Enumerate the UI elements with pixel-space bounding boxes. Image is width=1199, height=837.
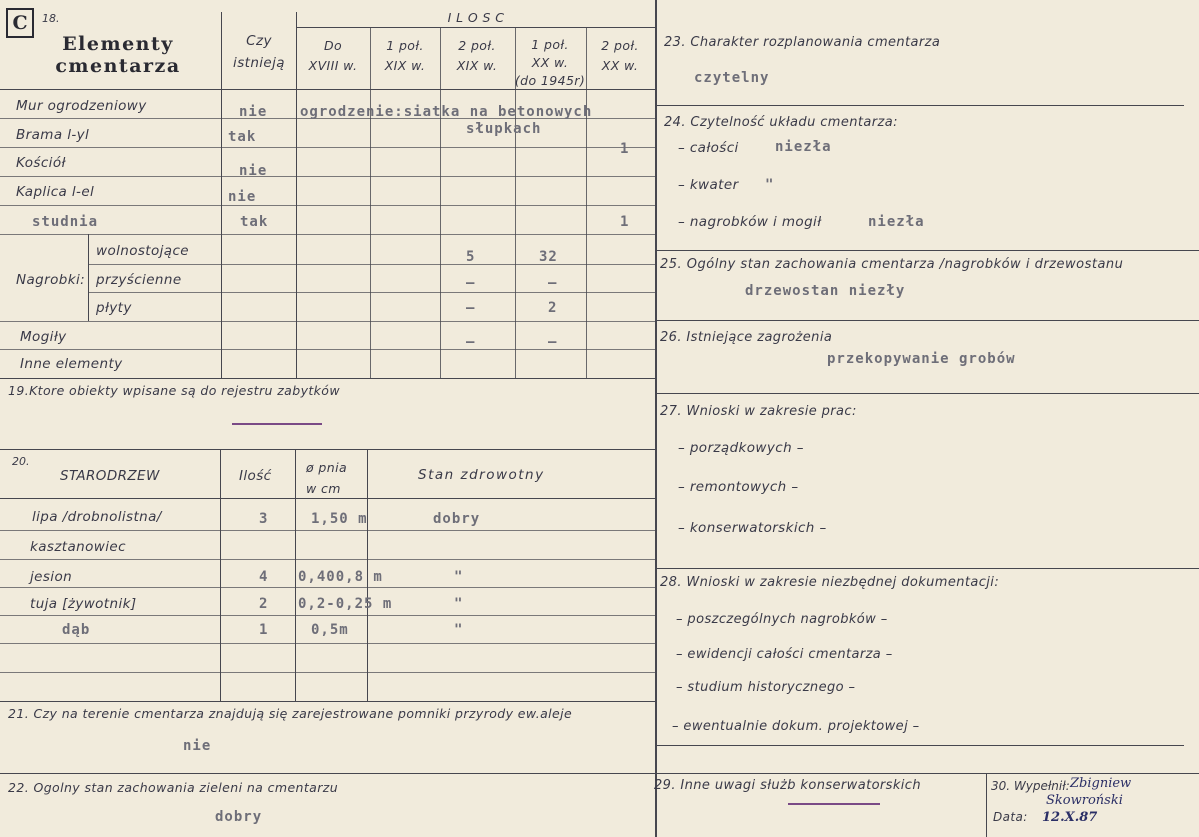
row-value: tak xyxy=(240,214,269,230)
section-23-label: 23. Charakter rozplanowania cmentarza xyxy=(664,35,941,50)
row-value: nie xyxy=(239,163,268,179)
header-line: Czy xyxy=(246,33,272,49)
section-22-value: dobry xyxy=(215,809,263,825)
row-note: ogrodzenie:siatka na betonowych xyxy=(300,104,593,120)
dash-mark xyxy=(788,803,880,805)
col-header xyxy=(385,36,426,76)
rule xyxy=(656,745,1184,746)
col-header xyxy=(457,36,498,76)
ilosc-header: Ilość xyxy=(239,468,272,484)
section-24-item: – kwater xyxy=(678,177,739,193)
date-label: Data: xyxy=(993,810,1028,824)
rule xyxy=(656,250,1199,251)
rule xyxy=(296,12,297,378)
rule xyxy=(0,449,655,450)
row-count: 1 xyxy=(620,214,630,230)
header-line: XX w. xyxy=(531,55,569,70)
rule xyxy=(440,27,441,378)
tree-diam: 0,5m xyxy=(311,622,349,638)
header-ilosc: I L O S C xyxy=(447,10,505,25)
stan-header: Stan zdrowotny xyxy=(418,467,545,483)
row-label-nagrobki: Nagrobki: xyxy=(16,272,86,288)
section-28-item: – poszczególnych nagrobków – xyxy=(676,612,888,627)
rule xyxy=(221,12,222,378)
section-23-value: czytelny xyxy=(694,70,770,86)
rule xyxy=(0,773,1199,774)
tree-qty: 1 xyxy=(259,622,269,638)
tree-name-text: lipa /drobnolistna/ xyxy=(32,509,162,525)
section-28-item: – ewidencji całości cmentarza – xyxy=(676,647,893,662)
rule xyxy=(0,234,655,235)
header-line: (do 1945r) xyxy=(514,73,586,88)
rule xyxy=(88,264,655,265)
rule xyxy=(656,105,1184,106)
tree-state: " xyxy=(454,569,464,585)
rule xyxy=(0,643,655,644)
count-cell: 32 xyxy=(539,249,558,265)
rule xyxy=(0,701,655,702)
section-24-item: – całości xyxy=(678,140,739,156)
section-30-label: 30. Wypełnił: xyxy=(991,779,1070,793)
count-cell: – xyxy=(466,275,476,291)
header-line: XIX w. xyxy=(384,58,426,73)
header-line: XVIII w. xyxy=(308,58,358,73)
header-line: Do xyxy=(323,38,343,53)
row-count: 1 xyxy=(620,141,630,157)
tree-name: jesion xyxy=(30,569,73,585)
count-cell: 2 xyxy=(548,300,558,316)
col-header xyxy=(515,36,585,90)
section-24-label: 24. Czytelność układu cmentarza: xyxy=(664,115,898,130)
section-26-value: przekopywanie grobów xyxy=(827,351,1016,367)
tree-qty: 4 xyxy=(259,569,269,585)
header-czy-istnieja xyxy=(233,30,285,74)
section-27-item: – porządkowych – xyxy=(678,440,804,456)
tree-name: kasztanowiec xyxy=(30,539,126,555)
section-22-label: 22. Ogolny stan zachowania zieleni na cmentarzu xyxy=(8,780,339,795)
section-25-label: 25. Ogólny stan zachowania cmentarza /nagrobków i drzewostanu xyxy=(660,257,1124,272)
section-25-value: drzewostan niezły xyxy=(745,283,906,299)
title-line: Elementy xyxy=(62,33,174,55)
rule xyxy=(986,773,987,837)
row-label-inne: Inne elementy xyxy=(20,356,123,372)
section-20-number: 20. xyxy=(12,455,30,468)
row-value: tak xyxy=(228,129,257,145)
signature-line: Zbigniew xyxy=(1070,776,1132,791)
row-label-mogily: Mogiły xyxy=(20,329,67,345)
rule xyxy=(586,27,587,378)
section-28-label: 28. Wnioski w zakresie niezbędnej dokumentacji: xyxy=(660,575,1000,590)
row-label-wolnostojace: wolnostojące xyxy=(96,243,190,259)
row-label-plyty: płyty xyxy=(96,300,132,316)
header-line: 2 poł. xyxy=(601,38,639,53)
count-cell: – xyxy=(548,334,558,350)
rule xyxy=(0,672,655,673)
header-line: w cm xyxy=(306,481,341,496)
rule xyxy=(296,27,656,28)
header-line: istnieją xyxy=(233,55,285,71)
header-line: 1 poł. xyxy=(531,37,569,52)
row-label-przyscienne: przyścienne xyxy=(96,272,182,288)
date-value: 12.X.87 xyxy=(1042,810,1098,825)
tree-state: " xyxy=(454,622,464,638)
section-27-label: 27. Wnioski w zakresie prac: xyxy=(660,404,857,419)
tree-name: dąb xyxy=(62,622,91,638)
header-line: ø pnia xyxy=(306,460,348,475)
row-label-kaplica: Kaplica l-el xyxy=(16,184,95,200)
section-27-item: – konserwatorskich – xyxy=(678,520,827,536)
section-24-item: – nagrobków i mogił xyxy=(678,214,822,230)
count-cell: 5 xyxy=(466,249,476,265)
row-note: słupkach xyxy=(466,121,542,137)
section-24-value: niezła xyxy=(775,139,832,155)
section-27-item: – remontowych – xyxy=(678,479,799,495)
section-28-item: – ewentualnie dokum. projektowej – xyxy=(672,719,920,734)
row-value: nie xyxy=(228,189,257,205)
rule xyxy=(0,176,655,177)
tree-state: dobry xyxy=(433,511,481,527)
rule xyxy=(88,234,89,321)
rule xyxy=(0,559,655,560)
count-cell: – xyxy=(466,300,476,316)
section-letter-box: C xyxy=(6,8,34,38)
rule xyxy=(0,530,655,531)
section-number: 18. xyxy=(42,12,60,25)
title-line: cmentarza xyxy=(55,55,181,77)
dash-mark xyxy=(232,423,322,425)
rule xyxy=(220,449,221,701)
row-label-studnia: studnia xyxy=(32,214,99,230)
rule xyxy=(0,378,655,379)
row-label-kosciol: Kościół xyxy=(16,155,66,171)
rule xyxy=(295,449,296,701)
rule xyxy=(88,292,655,293)
section-28-item: – studium historycznego – xyxy=(676,680,856,695)
section-29-label: 29. Inne uwagi służb konserwatorskich xyxy=(654,778,921,793)
rule xyxy=(0,615,655,616)
tree-diam: 1,50 m xyxy=(311,511,368,527)
section-24-value: " xyxy=(765,177,775,193)
col-header xyxy=(601,36,638,76)
row-label-brama: Brama l-yl xyxy=(16,127,90,143)
section-21-label: 21. Czy na terenie cmentarza znajdują się zarejestrowane pomniki przyrody ew.aleje xyxy=(8,706,573,721)
rule xyxy=(0,587,655,588)
tree-diam: 0,2-0,25 m xyxy=(298,596,393,612)
section-19-label: 19.Ktore obiekty wpisane są do rejestru zabytków xyxy=(8,383,340,398)
tree-state: " xyxy=(454,596,464,612)
section-21-value: nie xyxy=(183,738,212,754)
row-label-mur: Mur ogrodzeniowy xyxy=(16,98,147,114)
section-title xyxy=(38,33,198,77)
tree-diam: 0,400,8 m xyxy=(298,569,383,585)
starodrzew-header: STARODRZEW xyxy=(60,468,160,484)
pnia-header xyxy=(306,457,347,499)
header-line: 2 poł. xyxy=(458,38,496,53)
signature-line: Skowroński xyxy=(1046,793,1123,808)
header-line: 1 poł. xyxy=(386,38,424,53)
count-cell: – xyxy=(466,334,476,350)
rule xyxy=(656,393,1199,394)
tree-name: tuja [żywotnik] xyxy=(30,596,137,612)
row-value: nie xyxy=(239,104,268,120)
tree-name xyxy=(32,509,162,525)
rule xyxy=(0,205,655,206)
section-26-label: 26. Istniejące zagrożenia xyxy=(660,330,833,345)
rule xyxy=(0,147,655,148)
count-cell: – xyxy=(548,275,558,291)
rule xyxy=(656,568,1199,569)
section-24-value: niezła xyxy=(868,214,925,230)
header-line: XIX w. xyxy=(456,58,498,73)
rule xyxy=(656,320,1199,321)
rule xyxy=(370,27,371,378)
col-header xyxy=(309,36,358,76)
header-line: XX w. xyxy=(601,58,639,73)
tree-qty: 3 xyxy=(259,511,269,527)
rule xyxy=(0,321,655,322)
rule xyxy=(655,0,657,837)
tree-qty: 2 xyxy=(259,596,269,612)
